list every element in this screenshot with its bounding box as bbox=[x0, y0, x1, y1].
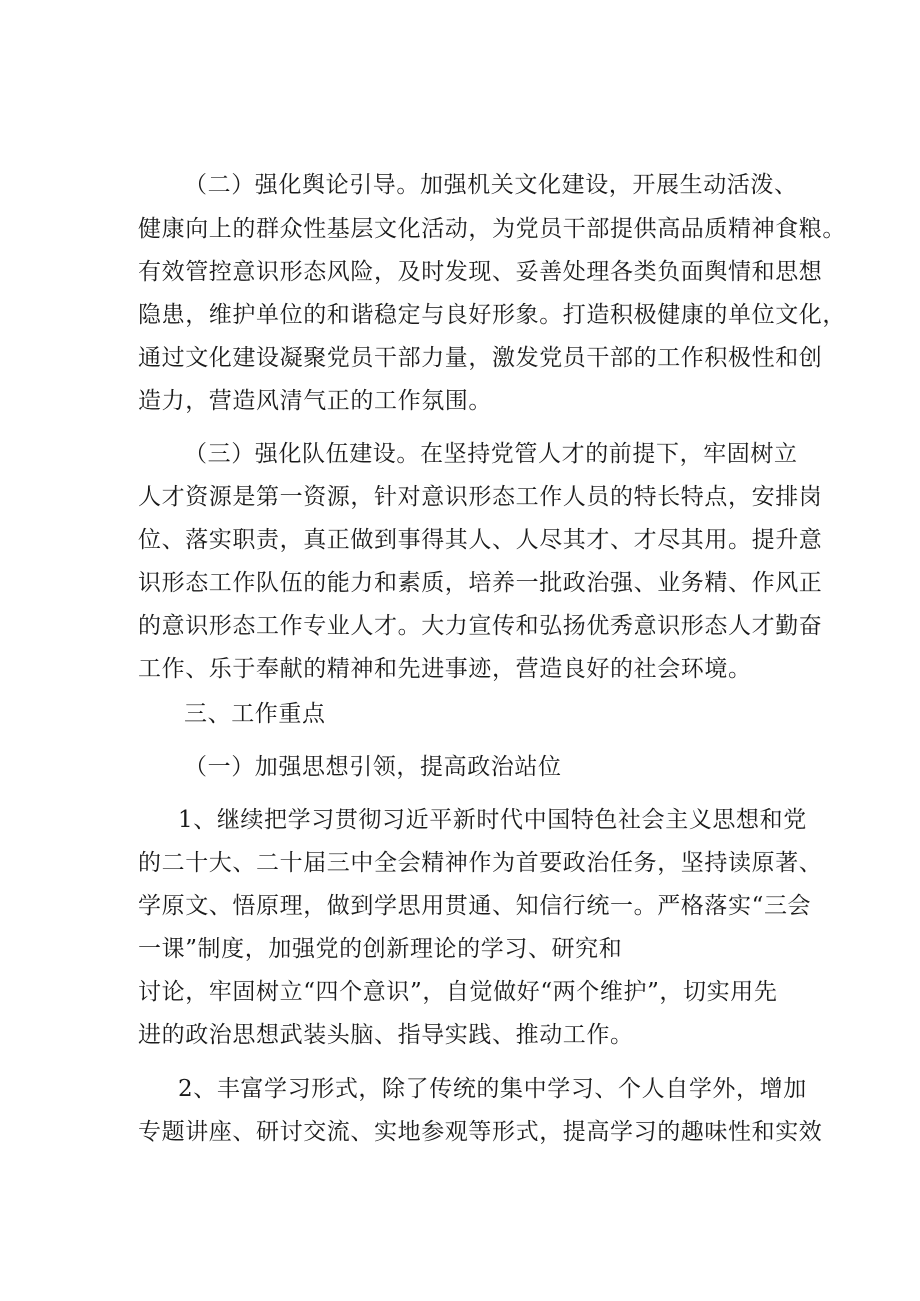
text-line: 位、落实职责，真正做到事得其人、人尽其才、才尽其用。提升意 bbox=[138, 527, 823, 553]
text-line: 的意识形态工作专业人才。大力宣传和弘扬优秀意识形态人才勤奋 bbox=[138, 613, 823, 639]
text-line: 造力，营造风清气正的工作氛围。 bbox=[138, 388, 492, 414]
text-line: 有效管控意识形态风险，及时发现、妥善处理各类负面舆情和思想 bbox=[138, 259, 823, 285]
text-line: 讨论，牢固树立“四个意识”，自觉做好“两个维护”，切实用先 bbox=[138, 979, 778, 1005]
text-line: 隐患，维护单位的和谐稳定与良好形象。打造积极健康的单位文化， bbox=[138, 302, 846, 328]
text-line: 进的政治思想武装头脑、指导实践、推动工作。 bbox=[138, 1022, 634, 1048]
text-line: 识形态工作队伍的能力和素质，培养一批政治强、业务精、作风正 bbox=[138, 570, 823, 596]
text-line: 学原文、悟原理，做到学思用贯通、知信行统一。严格落实“三会 bbox=[138, 893, 812, 919]
text-line: 1、继续把学习贯彻习近平新时代中国特色社会主义思想和党 bbox=[178, 807, 807, 833]
text-line: 工作、乐于奉献的精神和先进事迹，营造良好的社会环境。 bbox=[138, 656, 752, 682]
section-heading: 三、工作重点 bbox=[184, 701, 326, 727]
text-line: 健康向上的群众性基层文化活动，为党员干部提供高品质精神食粮。 bbox=[138, 216, 846, 242]
text-line: 人才资源是第一资源，针对意识形态工作人员的特长特点，安排岗 bbox=[138, 484, 823, 510]
text-line: 的二十大、二十届三中全会精神作为首要政治任务，坚持读原著、 bbox=[138, 850, 823, 876]
text-line: 2、丰富学习形式，除了传统的集中学习、个人自学外，增加 bbox=[178, 1076, 807, 1102]
text-line: （三）强化队伍建设。在坚持党管人才的前提下，牢固树立 bbox=[184, 441, 798, 467]
text-line: 通过文化建设凝聚党员干部力量，激发党员干部的工作积极性和创 bbox=[138, 345, 823, 371]
subsection-heading: （一）加强思想引领，提高政治站位 bbox=[184, 754, 562, 780]
text-line: 一课”制度，加强党的创新理论的学习、研究和 bbox=[138, 936, 623, 962]
text-line: 专题讲座、研讨交流、实地参观等形式，提高学习的趣味性和实效 bbox=[138, 1119, 823, 1145]
text-line: （二）强化舆论引导。加强机关文化建设，开展生动活泼、 bbox=[184, 172, 798, 198]
